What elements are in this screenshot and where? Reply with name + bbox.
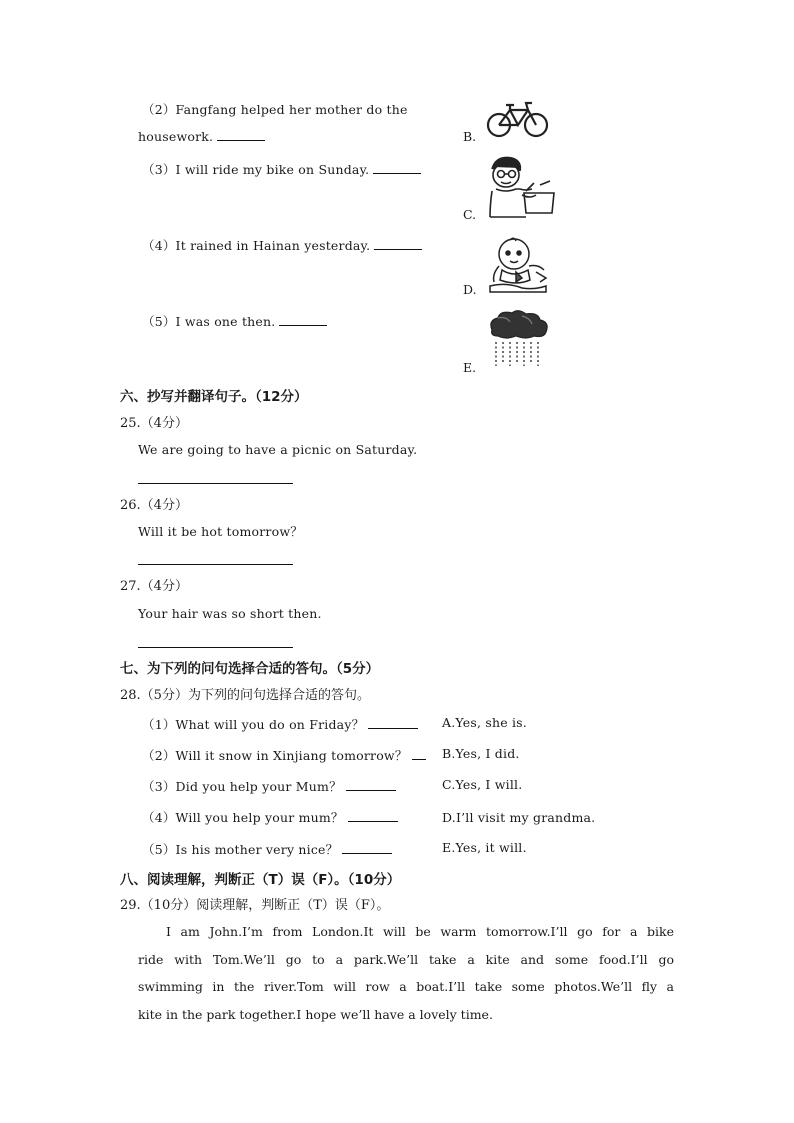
question-25-answer-line[interactable] bbox=[138, 483, 293, 484]
passage-line: I am John.I’m from London.It will be warm tomorrow.I’ll go for a bike bbox=[166, 924, 674, 939]
question-28-row-3: （3）Did you help your Mum？ bbox=[142, 777, 396, 795]
passage-line: swimming in the river.Tom will row a boat.I’ll take some photos.We’ll fly a bbox=[138, 979, 674, 994]
answer-blank[interactable] bbox=[348, 819, 398, 822]
answer-option-d: D.I’ll visit my grandma. bbox=[442, 810, 596, 825]
option-letter-e: E. bbox=[463, 360, 477, 375]
question-28-number: 28.（5分）为下列的问句选择合适的答句。 bbox=[120, 688, 370, 703]
answer-blank[interactable] bbox=[279, 323, 327, 326]
option-letter-b: B. bbox=[463, 129, 477, 144]
answer-blank[interactable] bbox=[412, 757, 426, 760]
matching-item-2-line1: （2）Fangfang helped her mother do the bbox=[142, 102, 408, 117]
matching-item-2-line2: housework. bbox=[138, 129, 265, 144]
reading-passage bbox=[138, 918, 674, 1028]
answer-blank[interactable] bbox=[217, 138, 265, 141]
question-25-number: 25.（4分） bbox=[120, 416, 188, 431]
matching-item-3: （3）I will ride my bike on Sunday. bbox=[142, 160, 421, 178]
question-26-answer-line[interactable] bbox=[138, 564, 293, 565]
question-28-row-5: （5）Is his mother very nice？ bbox=[142, 840, 392, 858]
answer-option-a: A.Yes, she is. bbox=[442, 715, 527, 730]
answer-option-e: E.Yes, it will. bbox=[442, 840, 527, 855]
option-letter-d: D. bbox=[463, 282, 477, 297]
matching-item-5: （5）I was one then. bbox=[142, 312, 327, 330]
question-27-answer-line[interactable] bbox=[138, 647, 293, 648]
answer-blank[interactable] bbox=[373, 171, 421, 174]
passage-line: ride with Tom.We’ll go to a park.We’ll take a kite and some food.I’ll go bbox=[138, 951, 674, 967]
question-29-number: 29.（10分）阅读理解，判断正（T）误（F）。 bbox=[120, 898, 390, 913]
baby-icon bbox=[486, 236, 552, 294]
passage-line: kite in the park together.I hope we’ll have a lovely time. bbox=[138, 1006, 493, 1022]
option-letter-c: C. bbox=[463, 207, 477, 222]
answer-blank[interactable] bbox=[374, 247, 422, 250]
section-6-heading: 六、抄写并翻译句子。（12分） bbox=[120, 389, 308, 405]
section-8-heading: 八、阅读理解，判断正（T）误（F）。（10分） bbox=[120, 872, 401, 888]
answer-option-b: B.Yes, I did. bbox=[442, 746, 520, 761]
question-28-row-4: （4）Will you help your mum？ bbox=[142, 808, 398, 826]
question-27-sentence: Your hair was so short then. bbox=[138, 606, 322, 621]
answer-blank[interactable] bbox=[346, 788, 396, 791]
boy-cooking-icon bbox=[486, 155, 558, 219]
answer-option-c: C.Yes, I will. bbox=[442, 777, 523, 792]
bicycle-icon bbox=[486, 100, 550, 140]
question-26-number: 26.（4分） bbox=[120, 498, 188, 513]
question-25-sentence: We are going to have a picnic on Saturday. bbox=[138, 442, 418, 457]
question-26-sentence: Will it be hot tomorrow？ bbox=[138, 524, 303, 539]
rain-cloud-icon bbox=[486, 310, 550, 368]
question-28-row-1: （1）What will you do on Friday？ bbox=[142, 715, 418, 733]
answer-blank[interactable] bbox=[368, 726, 418, 729]
matching-item-4: （4）It rained in Hainan yesterday. bbox=[142, 236, 422, 254]
section-7-heading: 七、为下列的问句选择合适的答句。（5分） bbox=[120, 661, 380, 677]
question-28-row-2: （2）Will it snow in Xinjiang tomorrow？ bbox=[142, 746, 426, 764]
question-27-number: 27.（4分） bbox=[120, 579, 188, 594]
answer-blank[interactable] bbox=[342, 851, 392, 854]
